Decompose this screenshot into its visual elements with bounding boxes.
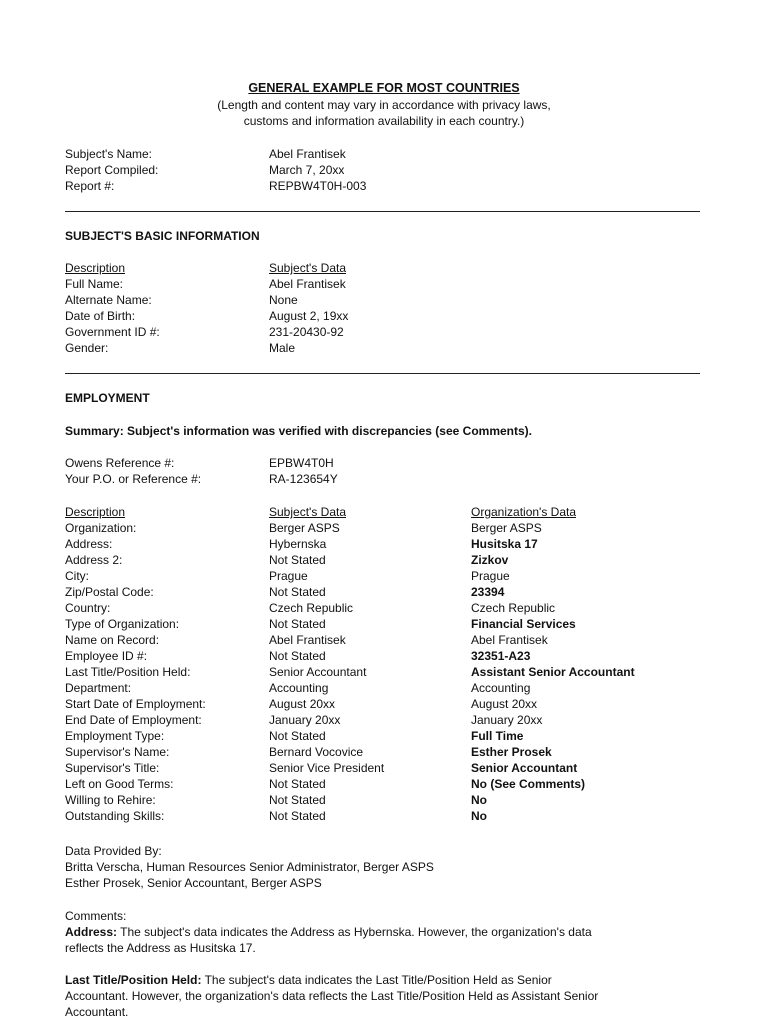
row-label: Left on Good Terms: [65,777,174,791]
reference-label: Owens Reference #: [65,456,175,470]
table-row [65,664,705,680]
reference-label: Your P.O. or Reference #: [65,472,202,486]
basic-info-header-row [65,260,705,276]
report-info-row [65,178,705,194]
subject-value: Not Stated [269,553,326,567]
row-value: Abel Frantisek [269,277,346,291]
organization-value: 23394 [471,585,505,599]
subject-value: August 20xx [269,697,336,711]
row-label: Supervisor's Title: [65,761,160,775]
report-info-row [65,162,705,178]
table-row [65,552,705,568]
basic-info-table [65,260,705,356]
organization-value: No (See Comments) [471,777,586,791]
employment-header-row [65,504,705,520]
reference-value: RA-123654Y [269,472,338,486]
comments-section [65,908,695,1020]
row-label: City: [65,569,89,583]
comment-text: Accountant. However, the organization's data reflects the Last Title/Position Held as Assistant Senior [65,989,599,1003]
subject-value: Not Stated [269,729,326,743]
organization-value: Esther Prosek [471,745,552,759]
report-info-label: Subject's Name: [65,147,152,161]
document-subtitle-line-1: (Length and content may vary in accordance with privacy laws, [217,98,551,112]
row-label: Supervisor's Name: [65,745,170,759]
table-row [65,616,705,632]
organization-value: Abel Frantisek [471,633,548,647]
reference-row [65,471,705,487]
row-value: Male [269,341,296,355]
document-title: GENERAL EXAMPLE FOR MOST COUNTRIES [248,81,520,95]
subject-value: Not Stated [269,585,326,599]
subject-value: Senior Vice President [269,761,385,775]
table-row [65,712,705,728]
employment-summary: Summary: Subject's information was verified with discrepancies (see Comments). [65,424,532,438]
row-label: Government ID #: [65,325,160,339]
subject-value: Abel Frantisek [269,633,346,647]
row-label: Country: [65,601,111,615]
subject-value: Bernard Vocovice [269,745,364,759]
comments-title: Comments: [65,909,127,923]
document-header [0,80,768,129]
subject-data-column-header: Subject's Data [269,261,346,275]
report-info-row [65,146,705,162]
subject-data-column-header: Subject's Data [269,505,346,519]
row-label: Organization: [65,521,137,535]
divider-2 [65,373,700,374]
subject-value: Not Stated [269,649,326,663]
organization-value: Czech Republic [471,601,556,615]
table-row [65,760,705,776]
row-label: Department: [65,681,132,695]
row-label: Zip/Postal Code: [65,585,154,599]
table-row [65,600,705,616]
table-row [65,696,705,712]
row-label: Date of Birth: [65,309,136,323]
subject-value: Prague [269,569,308,583]
organization-value: Full Time [471,729,524,743]
subject-value: Hybernska [269,537,327,551]
row-label: Address 2: [65,553,123,567]
reference-info [65,455,705,487]
row-label: Employee ID #: [65,649,148,663]
employment-table [65,504,705,824]
table-row [65,276,705,292]
reference-value: EPBW4T0H [269,456,334,470]
comment-title-position [65,972,695,1020]
row-value: August 2, 19xx [269,309,349,323]
subject-value: January 20xx [269,713,341,727]
table-row [65,520,705,536]
table-row [65,808,705,824]
report-info-value: Abel Frantisek [269,147,346,161]
subject-value: Senior Accountant [269,665,367,679]
employment-heading: EMPLOYMENT [65,391,150,405]
document-subtitle-line-2: customs and information availability in each country.) [243,114,525,128]
table-row [65,744,705,760]
table-row [65,340,705,356]
report-info-label: Report #: [65,179,115,193]
row-label: Willing to Rehire: [65,793,156,807]
table-row [65,648,705,664]
organization-value: No [471,793,487,807]
comment-lead: Address: [65,925,118,939]
subject-value: Not Stated [269,617,326,631]
report-info-value: March 7, 20xx [269,163,345,177]
row-label: Type of Organization: [65,617,180,631]
table-row [65,632,705,648]
reference-row [65,455,705,471]
comment-text: Accountant. [65,1005,129,1019]
data-provider-line: Esther Prosek, Senior Accountant, Berger ASPS [65,876,322,890]
row-label: Start Date of Employment: [65,697,206,711]
comment-text: The subject's data indicates the Address as Hybernska. However, the organization's data [117,925,592,939]
organization-value: Husitska 17 [471,537,538,551]
table-row [65,536,705,552]
subject-value: Not Stated [269,793,326,807]
row-label: Address: [65,537,113,551]
comment-text: reflects the Address as Husitska 17. [65,941,256,955]
subject-value: Berger ASPS [269,521,340,535]
table-row [65,568,705,584]
organization-data-column-header: Organization's Data [471,505,577,519]
row-value: 231-20430-92 [269,325,344,339]
organization-value: No [471,809,487,823]
organization-value: Assistant Senior Accountant [471,665,635,679]
data-provided-by-title: Data Provided By: [65,844,162,858]
comment-text: The subject's data indicates the Last Title/Position Held as Senior [201,973,552,987]
report-info [65,146,705,194]
data-provider-line: Britta Verscha, Human Resources Senior Administrator, Berger ASPS [65,860,434,874]
subject-value: Not Stated [269,809,326,823]
subject-value: Czech Republic [269,601,354,615]
table-row [65,324,705,340]
table-row [65,792,705,808]
table-row [65,728,705,744]
organization-value: Financial Services [471,617,576,631]
table-row [65,584,705,600]
row-label: Alternate Name: [65,293,152,307]
organization-value: January 20xx [471,713,543,727]
subject-value: Accounting [269,681,329,695]
subject-value: Not Stated [269,777,326,791]
organization-value: 32351-A23 [471,649,531,663]
description-column-header: Description [65,505,126,519]
organization-value: Zizkov [471,553,509,567]
report-info-label: Report Compiled: [65,163,159,177]
organization-value: Prague [471,569,510,583]
row-label: Outstanding Skills: [65,809,165,823]
description-column-header: Description [65,261,126,275]
divider-1 [65,211,700,212]
report-info-value: REPBW4T0H-003 [269,179,367,193]
row-label: Gender: [65,341,109,355]
organization-value: Senior Accountant [471,761,578,775]
basic-info-heading: SUBJECT'S BASIC INFORMATION [65,229,260,243]
organization-value: Berger ASPS [471,521,542,535]
table-row [65,776,705,792]
row-label: Name on Record: [65,633,160,647]
organization-value: August 20xx [471,697,538,711]
row-label: Employment Type: [65,729,165,743]
row-label: End Date of Employment: [65,713,202,727]
data-provided-by [65,843,695,891]
row-label: Full Name: [65,277,124,291]
table-row [65,308,705,324]
row-value: None [269,293,298,307]
organization-value: Accounting [471,681,531,695]
table-row [65,680,705,696]
comment-address [65,924,695,956]
comment-lead: Last Title/Position Held: [65,973,202,987]
row-label: Last Title/Position Held: [65,665,191,679]
table-row [65,292,705,308]
